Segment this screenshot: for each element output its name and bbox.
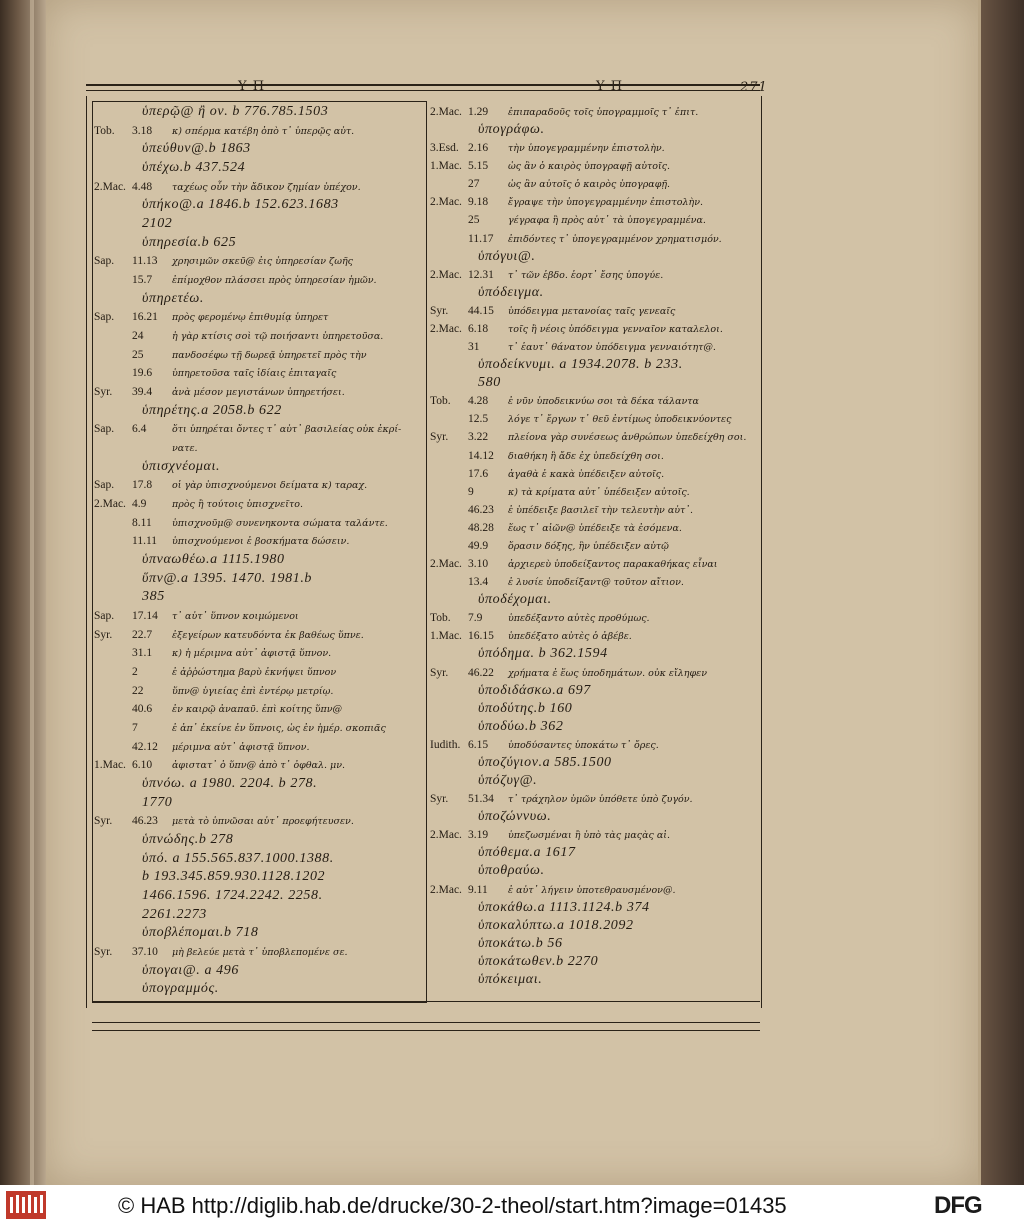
greek-citation: τ᾽ τῶν ἑβδο. ἑορτ᾽ ἔσης ὑπογύε. [508, 269, 664, 281]
book-reference: Sap. [94, 255, 115, 268]
verse-number: 31 [468, 341, 480, 354]
verse-number: 51.34 [468, 793, 494, 806]
headword-entry: ὑποβλέπομαι.b 718 [142, 925, 259, 941]
headword-entry: ὑποζύγιον.a 585.1500 [478, 754, 612, 770]
headword-entry: ὑπόκειμαι. [478, 971, 543, 987]
verse-number: 9.18 [468, 196, 489, 209]
book-reference: 2.Mac. [430, 883, 462, 896]
headword-entry: ὑποδέχομαι. [478, 592, 552, 608]
verse-number: 1.29 [468, 106, 489, 118]
verse-number: 42.12 [132, 740, 158, 753]
greek-citation: ἐπίμοχθον πλάσσει πρὸς ὑπηρεσίαν ἡμῶν. [172, 275, 377, 286]
greek-citation: γέγραφα ἢ πρὸς αὐτ᾽ τὰ ὑπογεγραμμένα. [508, 215, 706, 227]
verse-number: 4.48 [132, 180, 153, 193]
verse-number: 22.7 [132, 628, 153, 641]
headword-entry: ὑπό. a 155.565.837.1000.1388. [142, 850, 334, 866]
headword-entry: ὑποκάθω.a 1113.1124.b 374 [478, 899, 650, 915]
greek-citation: τὴν ὑπογεγραμμένην ἐπιστολὴν. [508, 143, 665, 155]
hab-library-logo-icon [6, 1191, 46, 1219]
verse-number: 15.7 [132, 274, 153, 286]
headword-entry: ὑποζώννυω. [478, 809, 552, 825]
greek-citation: πρὸς φερομένῳ ἐπιθυμίᾳ ὑπηρετ [172, 312, 329, 324]
headword-entry: ὑπογράφω. [478, 122, 545, 138]
headword-entry: ὑποκαλύπτω.a 1018.2092 [478, 917, 634, 933]
book-reference: Tob. [430, 395, 451, 408]
verse-number: 13.4 [468, 576, 489, 589]
verse-number: 6.4 [132, 423, 147, 436]
greek-citation: χρήματα ἐ ἕως ὑποδημάτων. οὐκ εἴληφεν [508, 667, 707, 679]
greek-citation: κ) ἡ μέριμνα αὐτ᾽ ἀφιστᾷ ὕπνον. [172, 648, 332, 660]
verse-number: 9 [468, 485, 474, 498]
verse-number: 14.12 [468, 449, 494, 462]
verse-number: 2.16 [468, 142, 489, 155]
column-divider [426, 101, 427, 1001]
columns-bottom-rule [92, 1001, 760, 1002]
book-reference: 2.Mac. [430, 268, 462, 281]
verse-number: 27 [468, 178, 480, 191]
greek-citation: ὑπεδέξαντο αὐτὲς προθύμως. [508, 613, 650, 625]
headword-entry: ὑπογραμμός. [142, 981, 219, 997]
greek-citation: ἐ ἀπ᾽ ἐκείνε ἐν ὕπνοις, ὡς ἐν ἡμέρ. σκοπιᾶς [172, 723, 386, 734]
greek-citation: τ᾽ ἑαυτ᾽ θάνατον ὑπόδειγμα γενναιότητ@. [508, 342, 716, 354]
headword-entry: ὑπερῷ@ ἢ ον. b 776.785.1503 [142, 104, 329, 119]
book-reference: Syr. [430, 304, 449, 317]
verse-number: 17.8 [132, 479, 153, 492]
bottom-rule-thin [92, 1030, 760, 1031]
greek-citation: ταχέως οὖν τὴν ἄδικον ζημίαν ὑπέχον. [172, 181, 361, 193]
verse-number: 16.21 [132, 311, 158, 324]
verse-number: 8.11 [132, 516, 152, 529]
headword-entry: ὑποκάτωθεν.b 2270 [478, 953, 599, 969]
headword-entry: ὑπόθεμα.a 1617 [478, 845, 576, 861]
headword-entry: ὑπόδειγμα. [478, 284, 544, 300]
greek-citation: ἐν καιρῷ ἀναπαῦ. ἐπὶ κοίτης ὕπν@ [172, 704, 343, 716]
headword-entry: ὑπισχνέομαι. [142, 458, 221, 474]
verse-number: 48.28 [468, 521, 494, 534]
greek-citation: ὑπισχνούμενοι ἐ βοσκήματα δώσειν. [172, 536, 350, 548]
verse-number: 6.10 [132, 759, 153, 772]
verse-number: 9.11 [468, 883, 488, 896]
book-reference: Sap. [94, 423, 115, 436]
book-reference: 2.Mac. [430, 322, 462, 335]
book-reference: Tob. [430, 612, 451, 625]
book-reference: 2.Mac. [94, 180, 126, 193]
book-reference: Syr. [430, 793, 449, 806]
verse-number: 46.22 [468, 666, 494, 679]
verse-number: 22 [132, 684, 144, 697]
verse-number: 39.4 [132, 386, 153, 398]
headword-entry: ὑπηρετέω. [142, 290, 204, 306]
verse-number: 3.22 [468, 431, 489, 444]
verse-number: 3.10 [468, 558, 489, 571]
headword-entry: 580 [478, 375, 501, 391]
greek-citation: ὑπόδειγμα μετανοίας ταῖς γενεαῖς [508, 305, 676, 317]
greek-citation: τ᾽ τράχηλον ὑμῶν ὑπόθετε ὑπὸ ζυγόν. [508, 794, 693, 806]
headword-entry: b 193.345.859.930.1128.1202 [142, 869, 326, 885]
headword-entry: ὑπηρέτης.a 2058.b 622 [142, 402, 282, 418]
verse-number: 31.1 [132, 647, 153, 660]
headword-entry: ὑπνώδης.b 278 [142, 832, 234, 847]
verse-number: 17.6 [468, 467, 489, 480]
verse-number: 11.11 [132, 535, 158, 548]
greek-citation: ἐπιπαραδοῦς τοῖς ὑπογραμμοῖς τ᾽ ἐπιτ. [508, 107, 699, 118]
book-reference: 3.Esd. [430, 142, 459, 155]
greek-citation: ὡς ἂν αὐτοῖς ὁ καιρὸς ὑπογραφῇ. [508, 179, 671, 191]
verse-number: 17.14 [132, 610, 158, 622]
header-rule-thin [86, 90, 760, 91]
dfg-logo: DFG [934, 1192, 982, 1219]
greek-citation: ἐ ὑπέδειξε βασιλεῖ τὴν τελευτὴν αὐτ᾽. [508, 504, 694, 516]
verse-number: 2 [132, 666, 138, 678]
headword-entry: ὑπόδημα. b 362.1594 [478, 646, 608, 662]
spine-edge [30, 0, 34, 1185]
verse-number: 7 [132, 722, 138, 734]
greek-citation: ὅρασιν δόξης, ἣν ὑπέδειξεν αὐτῷ [508, 540, 669, 552]
greek-citation: ἡ γὰρ κτίσις σοὶ τῷ ποιήσαντι ὑπηρετοῦσα. [172, 331, 384, 342]
verse-number: 49.9 [468, 539, 489, 552]
headword-entry: ὑποδύω.b 362 [478, 718, 564, 734]
bottom-rule [92, 1022, 760, 1023]
headword-entry: ὑποδύτης.b 160 [478, 700, 573, 716]
greek-citation: ἐπιδόντες τ᾽ ὑπογεγραμμένον χρηματισμόν. [508, 233, 722, 245]
headword-entry: ὑπεύθυν@.b 1863 [142, 141, 251, 157]
greek-citation: οἱ γὰρ ὑπισχνούμενοι δείματα κ) ταραχ. [172, 480, 368, 492]
book-reference: Syr. [94, 386, 113, 398]
greek-citation: πανδοσέφω τῇ δωρεᾷ ὑπηρετεῖ πρὸς τὴν [172, 349, 367, 361]
book-reference: Syr. [430, 666, 449, 679]
book-reference: Syr. [94, 815, 113, 828]
verse-number: 24 [132, 330, 144, 342]
greek-citation: ὡς ἂν ὁ καιρὸς ὑπογραφῇ αὐτοῖς. [508, 161, 671, 173]
book-reference: Tob. [94, 124, 115, 137]
headword-entry: ὑπέχω.b 437.524 [142, 160, 246, 175]
headword-entry: 2102 [142, 216, 173, 231]
headword-entry: ὑπήκο@.a 1846.b 152.623.1683 [142, 197, 339, 213]
verse-number: 3.18 [132, 124, 153, 137]
greek-citation: ὑποδύσαντες ὑποκάτω τ᾽ ὄρες. [508, 739, 659, 751]
book-reference: Iudith. [430, 738, 461, 751]
verse-number: 7.9 [468, 612, 483, 625]
book-reference: 2.Mac. [430, 558, 462, 571]
headword-entry: ὑποθραύω. [478, 863, 545, 879]
verse-number: 25 [132, 348, 144, 361]
page-number: 271 [740, 80, 768, 95]
book-spine [0, 0, 46, 1185]
headword-entry: ὑποδείκνυμι. a 1934.2078. b 233. [478, 357, 683, 373]
headword-entry: ὑπνόω. a 1980. 2204. b 278. [142, 776, 318, 791]
verse-number: 3.19 [468, 829, 489, 842]
headword-entry: ὑπόγυι@. [478, 248, 536, 264]
greek-citation: ὕπν@ ὑγιείας ἐπὶ ἐντέρῳ μετρίῳ. [172, 685, 334, 697]
headword-entry: 385 [142, 589, 165, 605]
verse-number: 6.15 [468, 738, 489, 751]
greek-citation: ἐ αὐτ᾽ λήγειν ὑποτεθραυσμένον@. [508, 884, 676, 896]
greek-citation: χρησιμῶν σκεῦ@ ἐις ὑπηρεσίαν ζωῆς [172, 256, 353, 268]
verse-number: 46.23 [468, 503, 494, 516]
headword-entry: 1466.1596. 1724.2242. 2258. [142, 888, 323, 903]
verse-number: 4.9 [132, 498, 147, 510]
page-margin-shadow [978, 0, 1024, 1185]
greek-citation: κ) τὰ κρίματα αὐτ᾽ ὑπέδειξεν αὐτοῖς. [508, 486, 690, 498]
book-reference: Syr. [94, 628, 113, 641]
header-rule [86, 84, 760, 86]
verse-number: 11.17 [468, 232, 494, 245]
verse-number: 16.15 [468, 630, 494, 643]
greek-citation: πρὸς ἢ τούτοις ὑπισχνεῖτο. [172, 499, 303, 510]
verse-number: 4.28 [468, 395, 489, 408]
verse-number: 6.18 [468, 322, 489, 335]
verse-number: 40.6 [132, 703, 153, 716]
verse-number: 5.15 [468, 160, 489, 173]
page-edge [978, 0, 981, 1185]
greek-citation: τ᾽ αὐτ᾽ ὕπνον κοιμώμενοι [172, 611, 299, 622]
greek-citation: ἐ νῦν ὑποδεικνύω σοι τὰ δέκα τάλαντα [508, 396, 699, 408]
headword-entry: ὕπν@.a 1395. 1470. 1981.b [142, 570, 313, 586]
greek-citation: ἐξεγείρων κατευδόντα ἐκ βαθέως ὕπνε. [172, 629, 364, 641]
book-reference: 2.Mac. [94, 498, 126, 510]
greek-citation: μὴ βελεύε μετὰ τ᾽ ὑποβλεπομένε σε. [172, 947, 348, 958]
verse-number: 46.23 [132, 815, 158, 828]
greek-citation: ὑπεζωσμέναι ἢ ὑπὸ τὰς μαςὰς αἱ. [508, 830, 671, 842]
book-reference: 2.Mac. [430, 196, 462, 209]
verse-number: 12.5 [468, 413, 489, 426]
greek-citation: ἐ ἀῤῥώστημα βαρὺ ἐκνήψει ὕπνον [172, 667, 337, 678]
book-reference: 2.Mac. [430, 106, 462, 118]
headword-entry: ὑπογαι@. a 496 [142, 962, 239, 978]
headword-entry: ὑποδιδάσκω.a 697 [478, 682, 591, 698]
greek-citation: διαθήκη ἢ ἄδε ἐχ ὑπεδείχθη σοι. [508, 450, 664, 462]
greek-citation: ἀνὰ μέσον μεγιστάνων ὑπηρετήσει. [172, 387, 345, 398]
copyright-url-text[interactable]: © HAB http://diglib.hab.de/drucke/30-2-theol/start.htm?image=01435 [118, 1193, 787, 1218]
book-reference: Sap. [94, 610, 115, 622]
book-reference: 1.Mac. [430, 160, 462, 173]
greek-citation: τοῖς ἢ νέοις ὑπόδειγμα γενναῖον καταλελοι. [508, 323, 723, 335]
verse-number: 19.6 [132, 367, 153, 380]
headword-entry: ὑπναωθέω.a 1115.1980 [142, 552, 285, 567]
greek-citation: ἀφιστατ᾽ ὁ ὕπν@ ἀπὸ τ᾽ ὀφθαλ. μν. [172, 760, 345, 772]
book-reference: Syr. [430, 431, 449, 444]
greek-citation: ἔγραψε τὴν ὑπογεγραμμένην ἐπιστολὴν. [508, 197, 704, 209]
greek-citation: πλείονα γὰρ συνέσεως ἀνθρώπων ὑπεδείχθη σοι. [508, 432, 747, 444]
headword-entry: ὑπόζυγ@. [478, 773, 538, 789]
greek-citation: ὑπισχνοῦμ@ συνενηκοντα σώματα ταλάντε. [172, 517, 388, 529]
book-reference: Sap. [94, 311, 115, 324]
book-reference: Sap. [94, 479, 115, 492]
greek-citation: ἀρχιερεὺ ὑποδείξαντος παρακαθήκας εἶναι [508, 559, 718, 571]
greek-citation: ἀγαθὰ ἐ κακὰ ὑπέδειξεν αὐτοῖς. [508, 468, 665, 480]
greek-citation: μέριμνα αὐτ᾽ ἀφιστᾷ ὕπνον. [172, 741, 310, 753]
book-reference: Syr. [94, 946, 113, 958]
greek-citation: λόγε τ᾽ ἔργων τ᾽ θεῦ ἐντίμως ὑποδεικνύοντες [508, 414, 732, 426]
book-reference: 1.Mac. [430, 630, 462, 643]
greek-citation: ἕως τ᾽ αἰῶν@ ὑπέδειξε τὰ ἐσόμενα. [508, 522, 682, 534]
verse-number: 37.10 [132, 946, 158, 958]
headword-entry: 1770 [142, 794, 173, 810]
greek-citation: ἐ λυσίε ὑποδείξαντ@ τοῦτον αἴτιον. [508, 577, 684, 589]
headword-entry: ὑποκάτω.b 56 [478, 935, 563, 951]
running-head-left: Υ Π [238, 79, 266, 94]
verse-number: 25 [468, 214, 480, 227]
book-reference: 1.Mac. [94, 759, 126, 772]
greek-citation: ὑπηρετοῦσα ταῖς ἰδίαις ἐπιταγαῖς [172, 368, 337, 380]
greek-citation: μετὰ τὸ ὑπνῶσαι αὐτ᾽ προεφήτευσεν. [172, 816, 354, 828]
running-head-right: Υ Π [596, 79, 624, 94]
greek-citation: κ) σπέρμα κατέβη ὁπὸ τ᾽ ὑπερῷς αὐτ. [172, 125, 355, 137]
verse-number: 12.31 [468, 268, 494, 281]
footer-bar [0, 1185, 1024, 1225]
headword-entry: ὑπηρεσία.b 625 [142, 234, 237, 250]
greek-citation: ὅτι ὑπηρέται ὄντες τ᾽ αὐτ᾽ βασιλείας οὐκ ἐκρί- [172, 424, 402, 436]
greek-citation: ὑπεδέξατο αὐτὲς ὁ ἀβέβε. [508, 631, 632, 643]
greek-citation: νατε. [172, 443, 198, 454]
verse-number: 44.15 [468, 304, 494, 317]
headword-entry: 2261.2273 [142, 906, 207, 922]
verse-number: 11.13 [132, 255, 158, 268]
book-reference: 2.Mac. [430, 829, 462, 842]
